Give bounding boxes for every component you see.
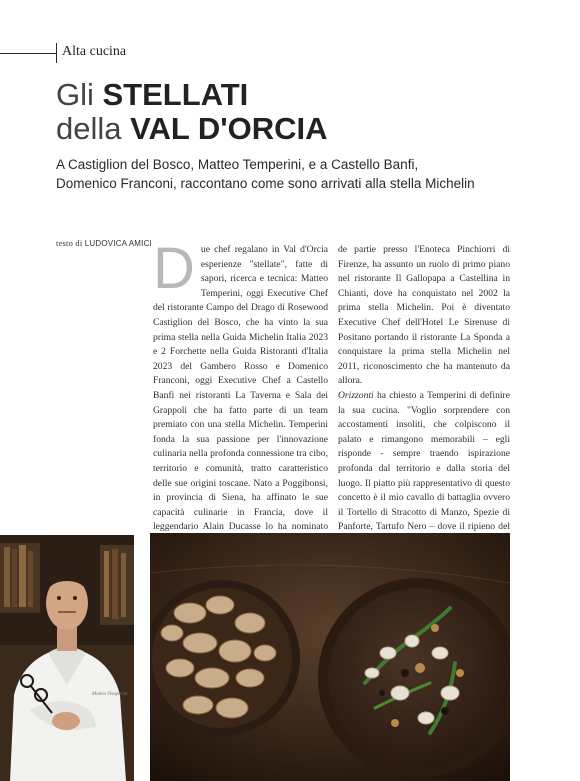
drop-cap: D xyxy=(153,236,195,301)
article-col2-para1: de partie presso l'Enoteca Pinchiorri di Firenze, ha assunto un ruolo di primo piano nel ristorante Il Gallopapa a Castellina in Chianti, dove ha conquistato nel 2002 la prima stella Michelin. Poi è diventato Executive Chef dell'Hotel Le Sirenuse di Positano portando il ristorante La Sponda a conquistare la prima stella Michelin nel 2011, riconoscimento che ha mantenuto da allora. xyxy=(338,244,510,387)
byline-prefix: testo di xyxy=(56,238,85,248)
section-tick xyxy=(56,43,57,63)
article-col2-para2-text: ha chiesto a Temperini di definire la sua cucina. "Voglio sorprendere con accostamenti insoliti, che colpiscono il palato e rimangono memorabili – egli risponde - sempre traendo ispirazione profonda dal territorio e dalla storia del luogo. Il piatto più rappresentativo di questo concetto è il mio cavallo di battaglia ovvero il Tortello di Stracotto di Manzo, Spezie di Panforte, Tartufo Nero – dove il ripieno del xyxy=(338,389,510,533)
headline-line2-bold: VAL D'ORCIA xyxy=(130,111,328,146)
headline-line1-thin: Gli xyxy=(56,77,103,112)
headline-line1-bold: STELLATI xyxy=(102,77,249,112)
section-label xyxy=(0,42,150,64)
section-label-text: Alta cucina xyxy=(62,44,127,59)
article-col1-text: ue chef regalano in Val d'Orcia esperienze "stellate", fatte di sapori, ricerca e tecnica: Matteo Temperini, oggi Executive Chef del ristorante Campo del Drago di Rosewood Castiglion del Bosco, che ha vinto la sua prima stella nella Guida Michelin Italia 2023 e 2 Forchette nella Guida Ristoranti d'Italia 2023 del Gambero Rosso e Domenico Franconi, oggi Executive Chef a Castello Banfi nei ristoranti La Taverna e Sala dei Grappoli che ha fatto parte di un team premiato con una stella Michelin. Temperini fonda la sua passione per l'innovazione culinaria nella profonda connessione tra cibo, territorio e comunità, tratto caratteristico delle sue origini toscane. Nato a Poggibonsi, in provincia di Siena, ha affinato le sue capacità culinarie in Francia, dove il leggendario Alain Ducasse lo ha nominato xyxy=(153,244,328,533)
headline-line2-thin: della xyxy=(56,111,131,146)
byline xyxy=(56,238,152,248)
food-photo xyxy=(150,533,510,781)
chef-photo xyxy=(0,535,134,781)
lede: A Castiglion del Bosco, Matteo Temperini, e a Castello Banfi, Domenico Franconi, raccontano come sono arrivati alla stella Michelin xyxy=(56,157,475,191)
section-rule xyxy=(0,53,56,54)
chef-jacket-text: Matteo Temperini xyxy=(92,692,128,697)
byline-author: LUDOVICA AMICI xyxy=(84,239,152,248)
article-col2-em: Orizzonti xyxy=(338,389,374,401)
headline xyxy=(56,78,556,146)
